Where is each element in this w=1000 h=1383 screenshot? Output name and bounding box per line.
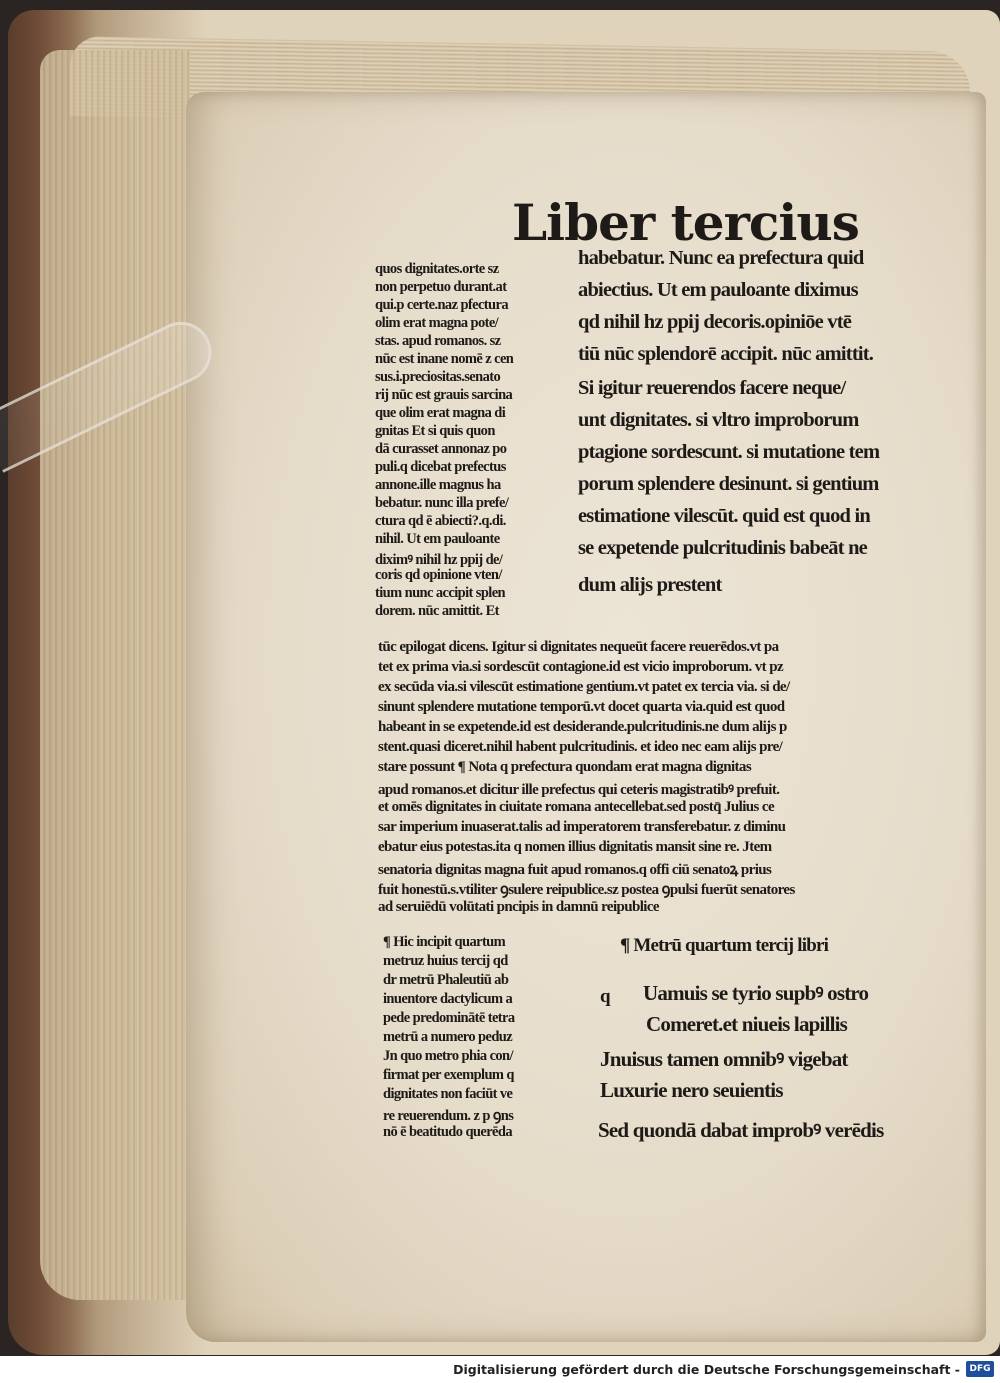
footer-credit: Digitalisierung gefördert durch die Deutsche Forschungsgemeinschaft - <box>453 1362 960 1377</box>
gloss-line: nūc est inane nomē z cen <box>375 351 514 367</box>
gloss-line: qui.p certe.naz pfectura <box>375 297 508 313</box>
gloss-line: inuentore dactylicum a <box>383 991 513 1007</box>
gloss-line: firmat per exemplum q <box>383 1067 514 1083</box>
main-text-line: dum alijs prestent <box>578 574 722 596</box>
gloss-line: tium nunc accipit splen <box>375 585 506 601</box>
dfg-logo: DFG <box>966 1361 994 1377</box>
commentary-line: et omēs dignitates in ciuitate romana antecellebat.sed postq̄ Julius ce <box>378 799 775 815</box>
gloss-line: dr metrū Phaleutiū ab <box>383 972 509 988</box>
gloss-line: dā curasset annonaz po <box>375 441 507 457</box>
gloss-line: dignitates non faciūt ve <box>383 1086 513 1102</box>
commentary-line: stent.quasi diceret.nihil habent pulcritudinis. et ideo nec eam alijs pre/ <box>378 739 783 755</box>
verse-line: Uamuis se tyrio supbꝰ ostro <box>643 981 869 1005</box>
gloss-line: metrū a numero peduz <box>383 1029 513 1045</box>
main-text-line: abiectius. Ut em pauloante diximus <box>578 279 858 301</box>
commentary-line: habeant in se expetende.id est desiderande.pulcritudinis.ne dum alijs p <box>378 719 787 735</box>
gloss-line: que olim erat magna di <box>375 405 506 421</box>
commentary-line: sar imperium inuaserat.talis ad imperatorem transferebatur. z diminu <box>378 819 786 835</box>
main-text-line: Si igitur reuerendos facere neque/ <box>578 377 846 399</box>
gloss-line: nō ē beatitudo querēda <box>383 1124 512 1140</box>
verse-line: Sed quondā dabat improbꝰ verēdis <box>598 1118 884 1142</box>
gloss-line: stas. apud romanos. sz <box>375 333 501 349</box>
gloss-line: Jn quo metro phia con/ <box>383 1048 513 1064</box>
commentary-line: senatoria dignitas magna fuit apud romanos.q offi ciū senatoꝝ prius <box>378 862 772 878</box>
verse-line: Luxurie nero seuientis <box>600 1078 783 1102</box>
main-text-line: habebatur. Nunc ea prefectura quid <box>578 247 864 269</box>
gloss-line: ¶ Hic incipit quartum <box>383 934 506 950</box>
gloss-line: rij nūc est grauis sarcina <box>375 387 513 403</box>
main-text-line: se expetende pulcritudinis babeāt ne <box>578 537 867 559</box>
gloss-line: puli.q dicebat prefectus <box>375 459 506 475</box>
footer-bar <box>0 1356 1000 1383</box>
commentary-line: ebatur eius potestas.ita q nomen illius dignitatis mansit sine re. Jtem <box>378 839 772 855</box>
commentary-line: fuit honestū.s.vtiliter ꝯsulere reipublice.sz postea ꝯpulsi fuerūt senatores <box>378 882 795 898</box>
gloss-line: olim erat magna pote/ <box>375 315 499 331</box>
main-text-line: qd nihil hz ppij decoris.opiniōe vtē <box>578 311 852 333</box>
gloss-line: gnitas Et si quis quon <box>375 423 495 439</box>
gloss-line: pede predominātē tetra <box>383 1010 515 1026</box>
gloss-line: non perpetuo durant.at <box>375 279 507 295</box>
commentary-line: ex secūda via.si vilescūt estimatione gentium.vt patet ex tercia via. si de/ <box>378 679 790 695</box>
commentary-line: stare possunt ¶ Nota q prefectura quondam erat magna dignitas <box>378 759 752 775</box>
main-text-line: estimatione vilescūt. quid est quod in <box>578 505 870 527</box>
verse-heading: ¶ Metrū quartum tercij libri <box>620 935 829 956</box>
gloss-line: quos dignitates.orte sz <box>375 261 499 277</box>
verse-line: Comeret.et niueis lapillis <box>646 1012 848 1036</box>
page-title: Liber tercius <box>512 193 859 252</box>
gloss-line: nihil. Ut em pauloante <box>375 531 500 547</box>
main-text-line: porum splendere desinunt. si gentium <box>578 473 879 495</box>
verse-line: Jnuisus tamen omnibꝰ vigebat <box>600 1047 848 1071</box>
gloss-line: diximꝰ nihil hz ppij de/ <box>375 552 503 568</box>
main-text-line: tiū nūc splendorē accipit. nūc amittit. <box>578 343 874 365</box>
verse-initial-guide: q <box>600 986 610 1007</box>
commentary-line: apud romanos.et dicitur ille prefectus qui ceteris magistratibꝰ prefuit. <box>378 782 780 798</box>
gloss-line: re reuerendum. z p ꝯns <box>383 1108 514 1124</box>
page-fore-edges <box>40 50 190 1300</box>
commentary-line: tūc epilogat dicens. Igitur si dignitates nequeūt facere reuerēdos.vt pa <box>378 639 779 655</box>
main-text-line: unt dignitates. si vltro improborum <box>578 409 859 431</box>
gloss-line: ctura qd ē abiecti?.q.di. <box>375 513 506 529</box>
commentary-line: sinunt splendere mutatione temporū.vt docet quarta via.quid est quod <box>378 699 785 715</box>
gloss-line: coris qd opinione vten/ <box>375 567 502 583</box>
gloss-line: annone.ille magnus ha <box>375 477 501 493</box>
gloss-line: dorem. nūc amittit. Et <box>375 603 499 619</box>
commentary-line: tet ex prima via.si sordescūt contagione.id est vicio improborum. vt pz <box>378 659 783 675</box>
commentary-line: ad seruiēdū volūtati pncipis in damnū reipublice <box>378 899 659 915</box>
main-text-line: ptagione sordescunt. si mutatione tem <box>578 441 880 463</box>
gloss-line: bebatur. nunc illa prefe/ <box>375 495 509 511</box>
gloss-line: sus.i.preciositas.senato <box>375 369 501 385</box>
gloss-line: metruz huius tercij qd <box>383 953 508 969</box>
